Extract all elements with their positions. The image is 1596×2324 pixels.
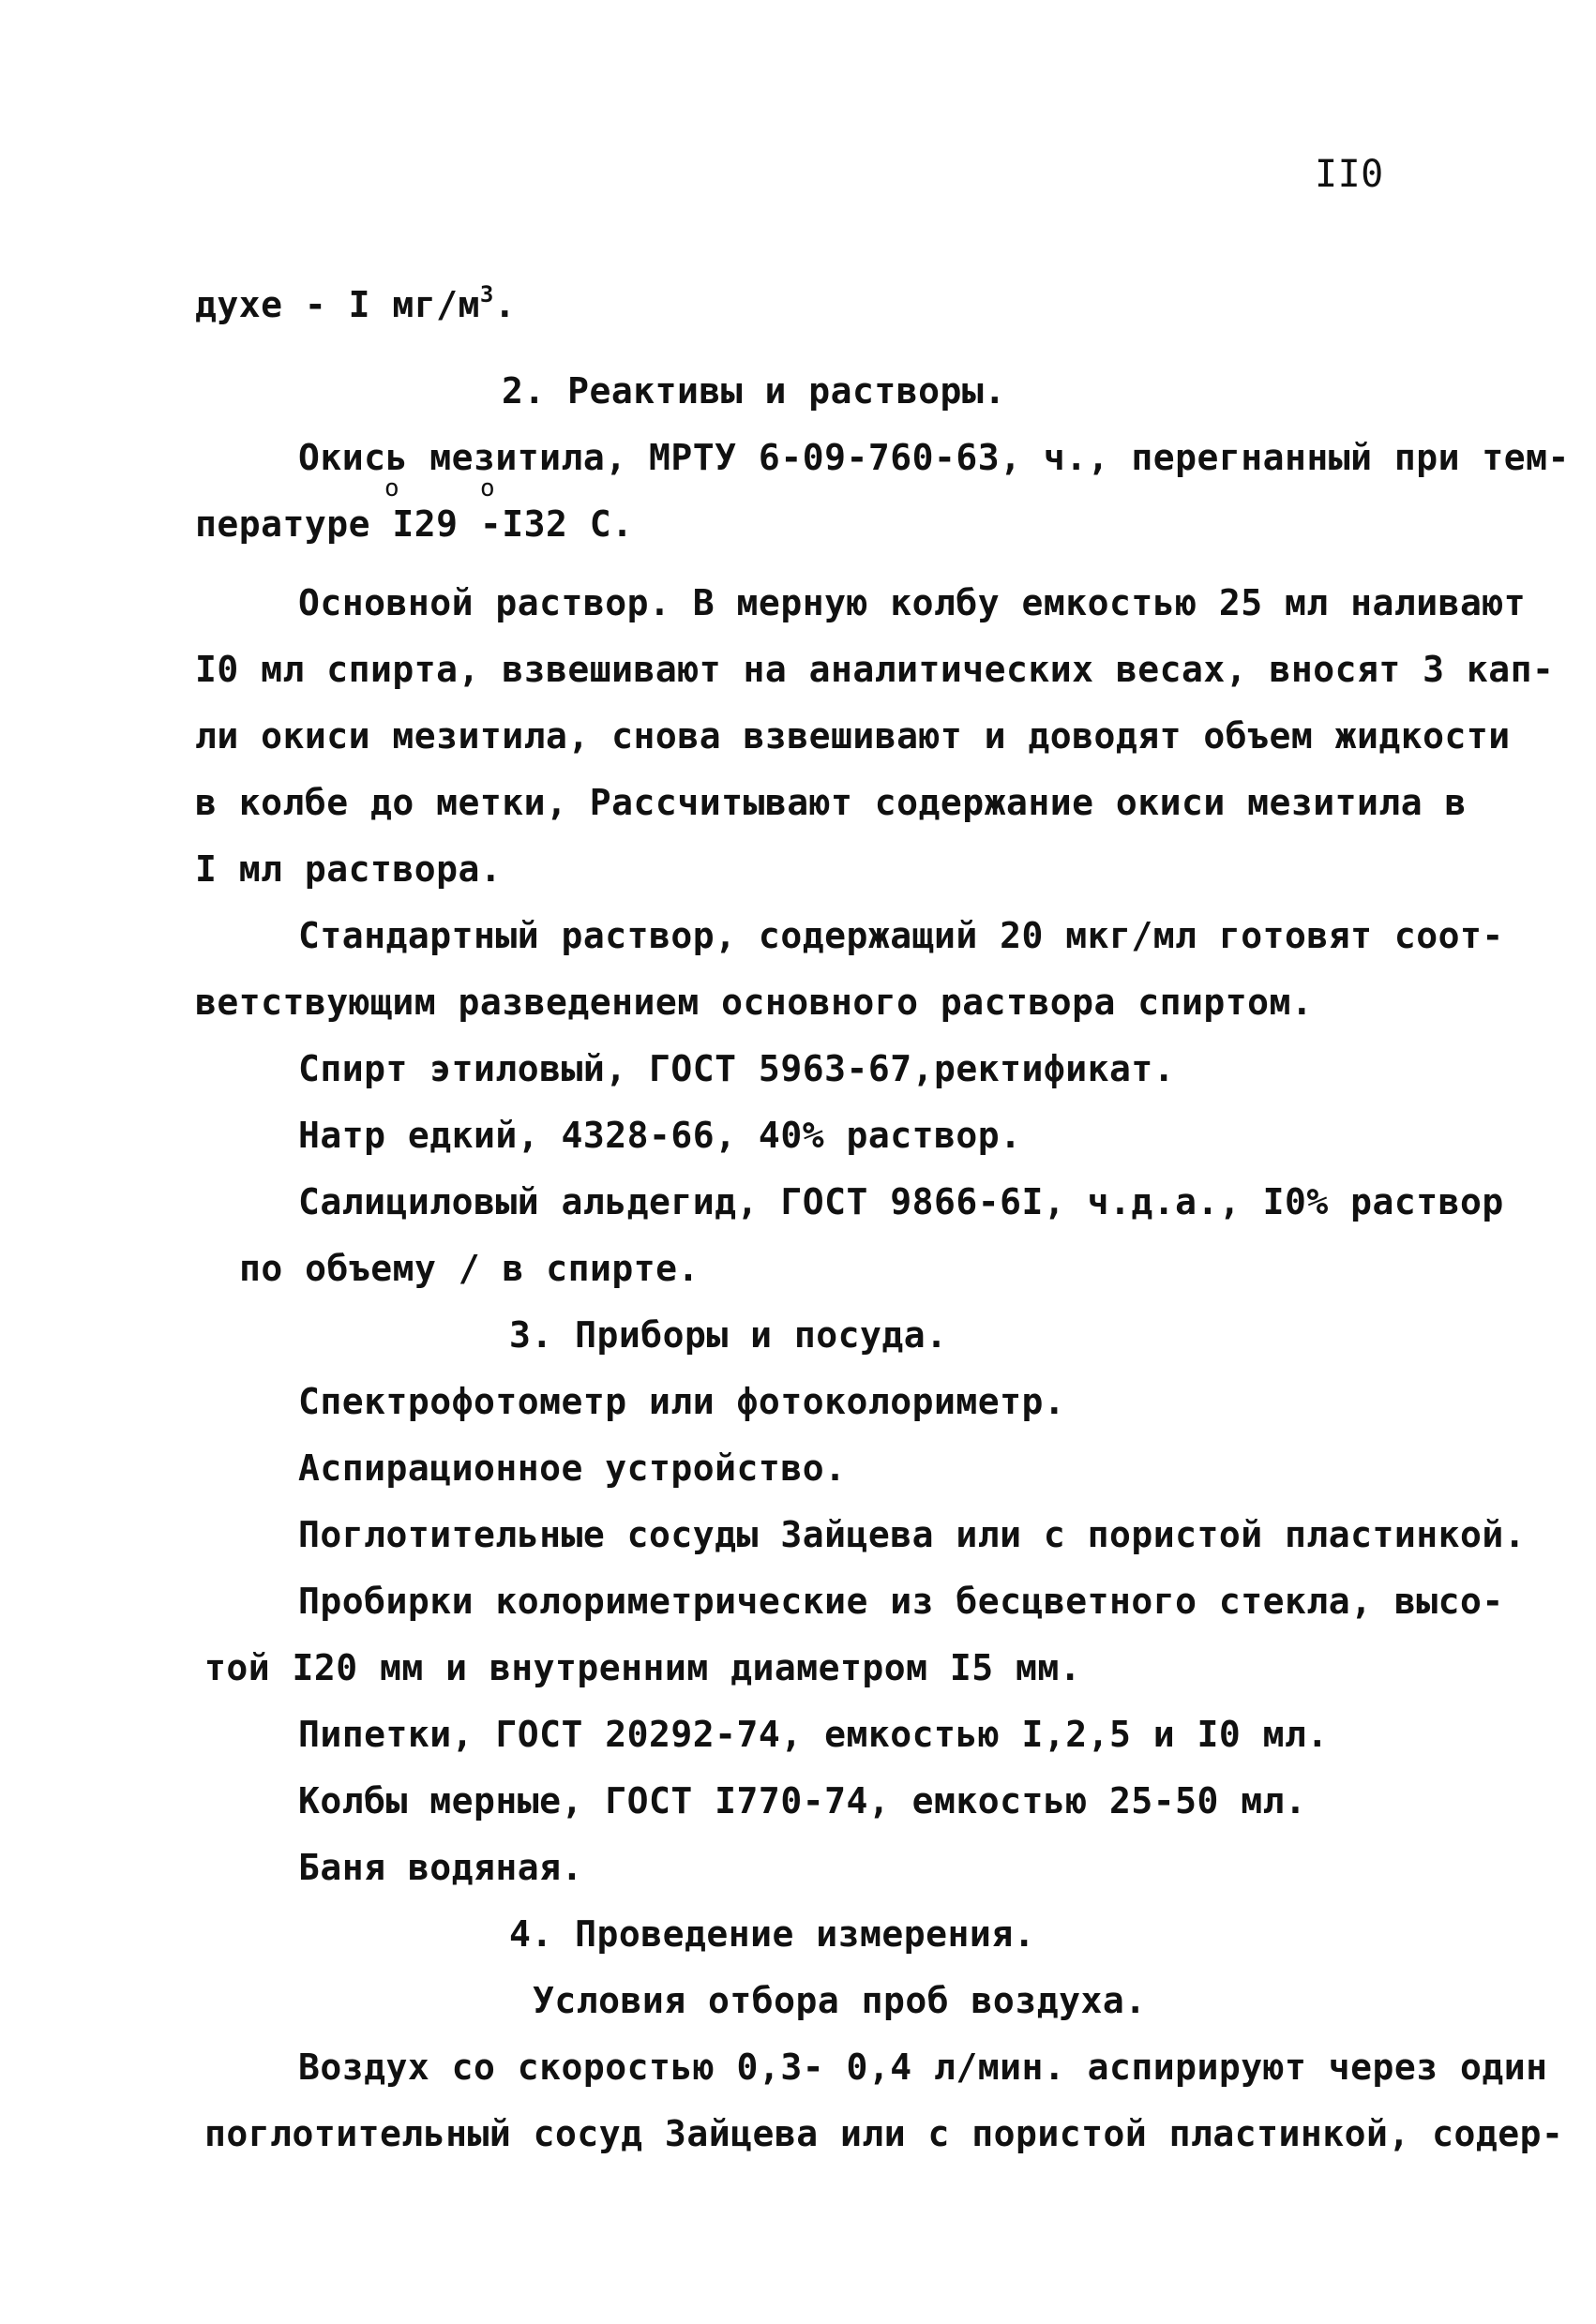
text-line-flasks: Колбы мерные, ГОСТ I770-74, емкостью 25-50 мл. [298,1780,1307,1822]
text-line-naoh: Натр едкий, 4328-66, 40% раствор. [298,1115,1022,1156]
text-top-main: духе - I мг/м [195,284,480,325]
text-line-absorbers: Поглотительные сосуды Зайцева или с пористой пластинкой. [298,1514,1527,1555]
text-line-main-1: Основной раствор. В мерную колбу емкостью 25 мл наливают [298,582,1527,623]
degree-mark-1: о [384,474,400,502]
text-line-air-2: поглотительный сосуд Зайцева или с пористой пластинкой, содер- [204,2113,1564,2154]
text-line-main-5: I мл раствора. [195,848,503,890]
text-line-oxide-1: Окись мезитила, МРТУ 6-09-760-63, ч., перегнанный при тем- [298,437,1570,478]
text-top-superscript: 3 [479,281,494,307]
text-line-tubes-2: той I20 мм и внутренним диаметром I5 мм. [204,1647,1082,1688]
text-line-oxide-2: пературе I29 -I32 С. [195,503,634,545]
text-line-main-2: I0 мл спирта, взвешивают на аналитических весах, вносят 3 кап- [195,649,1555,690]
text-line-top [195,281,517,325]
text-line-ethanol: Спирт этиловый, ГОСТ 5963-67,ректификат. [298,1048,1176,1089]
text-line-aspiration: Аспирационное устройство. [298,1447,847,1489]
text-line-main-4: в колбе до метки, Рассчитывают содержание окиси мезитила в [195,782,1467,823]
text-top-end: . [493,284,517,325]
text-line-main-3: ли окиси мезитила, снова взвешивают и доводят объем жидкости [195,715,1511,757]
text-line-tubes-1: Пробирки колориметрические из бесцветного стекла, высо- [298,1581,1504,1622]
text-line-bath: Баня водяная. [298,1847,583,1888]
text-line-std-1: Стандартный раствор, содержащий 20 мкг/мл готовят соот- [298,915,1504,956]
text-line-salicyl-2: по объему / в спирте. [239,1248,700,1289]
subheading-sampling: Условия отбора проб воздуха. [533,1980,1147,2021]
text-line-salicyl-1: Салициловый альдегид, ГОСТ 9866-6I, ч.д.а., I0% раствор [298,1181,1504,1222]
text-line-air-1: Воздух со скоростью 0,3- 0,4 л/мин. аспирируют через один [298,2047,1548,2088]
degree-mark-2: о [480,474,496,502]
page-number: II0 [1315,153,1384,196]
section-heading-reagents: 2. Реактивы и растворы. [502,370,1006,412]
section-heading-devices: 3. Приборы и посуда. [509,1314,948,1356]
text-line-spectro: Спектрофотометр или фотоколориметр. [298,1381,1066,1422]
section-heading-measurement: 4. Проведение измерения. [509,1913,1036,1955]
text-line-std-2: ветствующим разведением основного раствора спиртом. [195,982,1314,1023]
text-line-pipettes: Пипетки, ГОСТ 20292-74, емкостью I,2,5 и I0 мл. [298,1714,1329,1755]
